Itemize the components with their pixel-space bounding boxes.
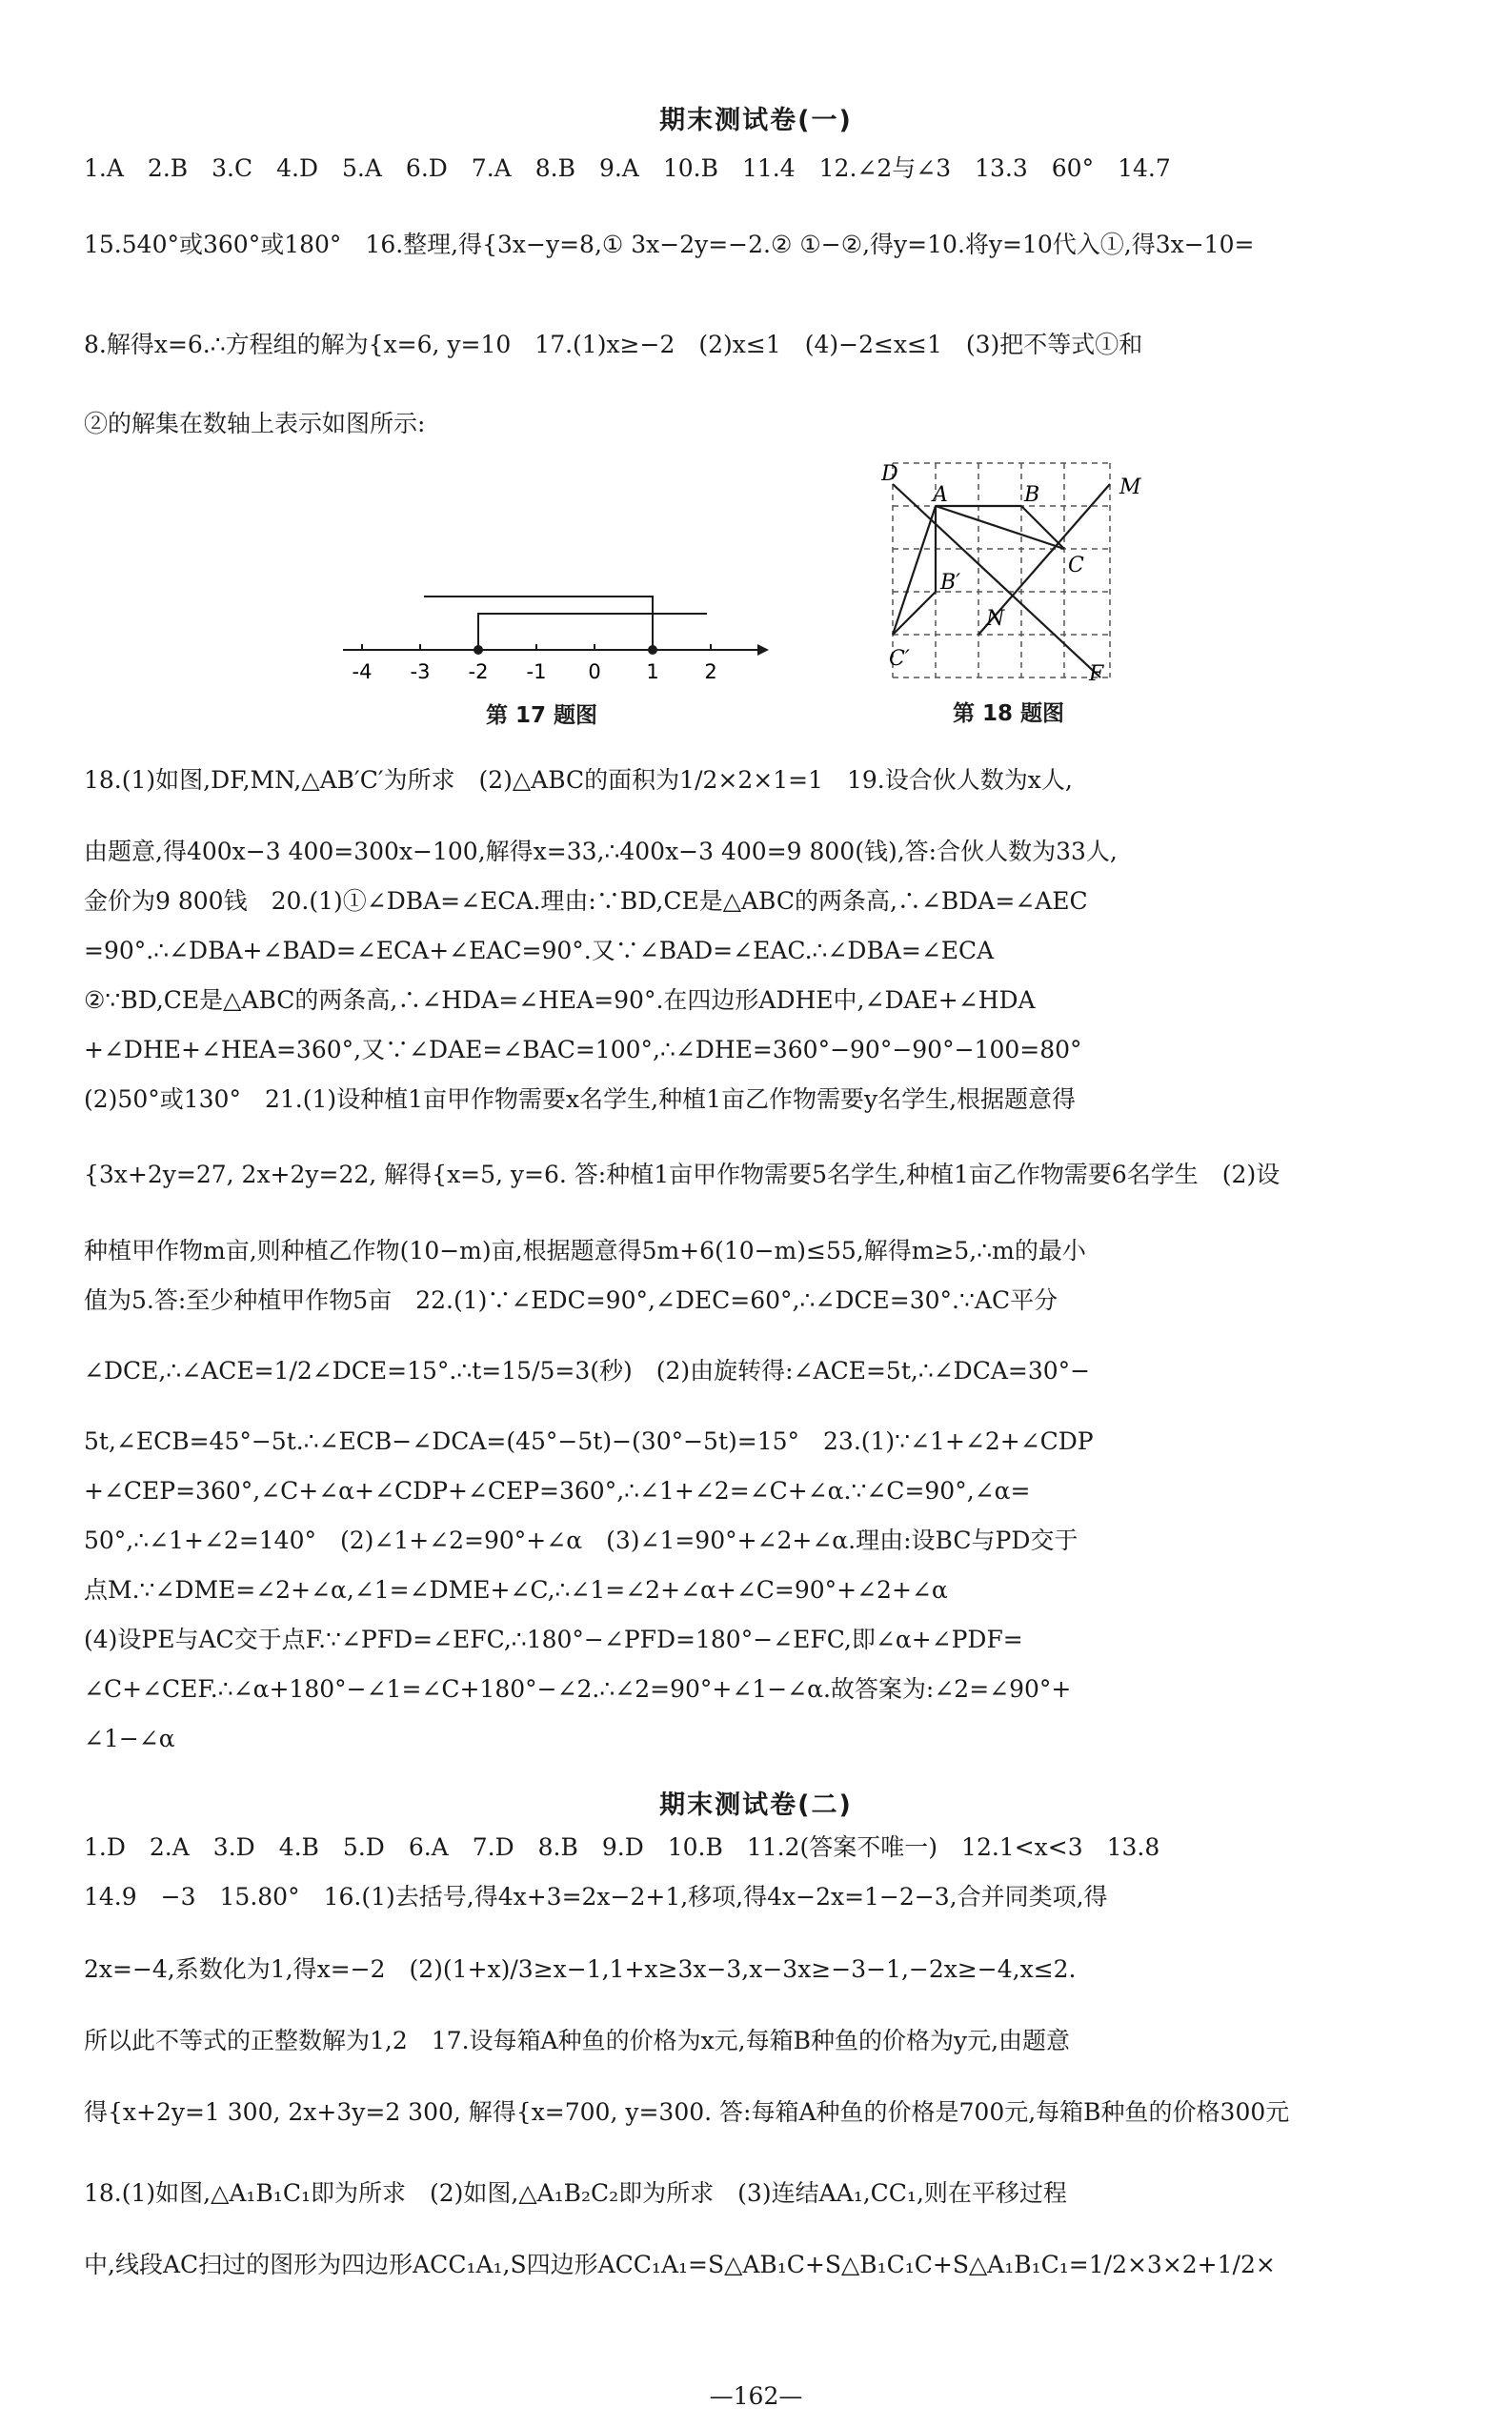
point-label-m: M [1119, 475, 1141, 499]
point-label-c: C [1068, 554, 1084, 577]
answer-line: 值为5.答:至少种植甲作物5亩 22.(1)∵∠EDC=90°,∠DEC=60°,∴∠DCE=30°.∵AC平分 [84, 1286, 1058, 1314]
solution-set-1 [478, 614, 707, 650]
answer-line: 2x=−4,系数化为1,得x=−2 (2)(1+x)/3≥x−1,1+x≥3x−3,x−3x≥−3−1,−2x≥−4,x≤2. [84, 1955, 1077, 1983]
point-label-c-prime: C′ [889, 647, 910, 671]
point-label-a: A [933, 483, 948, 507]
answer-line: 得{x+2y=1 300, 2x+3y=2 300, 解得{x=700, y=300. 答:每箱A种鱼的价格是700元,每箱B种鱼的价格300元 [84, 2098, 1290, 2126]
tick-label: 2 [704, 660, 717, 683]
tick-label: -3 [410, 660, 431, 683]
point-label-b-prime: B′ [940, 571, 961, 595]
answer-line: 所以此不等式的正整数解为1,2 17.设每箱A种鱼的价格为x元,每箱B种鱼的价格为y元,由题意 [84, 2027, 1071, 2054]
tick-label: 1 [646, 660, 659, 683]
solid-dot [648, 645, 657, 655]
answer-line: ∠C+∠CEF.∴∠α+180°−∠1=∠C+180°−∠2.∴∠2=90°+∠1−∠α.故答案为:∠2=∠90°+ [84, 1675, 1072, 1703]
answer-line: 1.D 2.A 3.D 4.B 5.D 6.A 7.D 8.B 9.D 10.B 11.2(答案不唯一) 12.1<x<3 13.8 [84, 1833, 1160, 1861]
grid-geometry-figure [881, 455, 1158, 684]
point-label-n: N [986, 607, 1005, 631]
solution-set-2 [424, 597, 653, 650]
answer-line: 14.9 −3 15.80° 16.(1)去括号,得4x+3=2x−2+1,移项,得4x−2x=1−2−3,合并同类项,得 [84, 1883, 1108, 1911]
answer-line: (4)设PE与AC交于点F.∵∠PFD=∠EFC,∴180°−∠PFD=180°−∠EFC,即∠α+∠PDF= [84, 1626, 1023, 1653]
answer-line: {3x+2y=27, 2x+2y=22, 解得{x=5, y=6. 答:种植1亩甲作物需要5名学生,种植1亩乙作物需要6名学生 (2)设 [84, 1161, 1280, 1188]
point-label-b: B [1024, 483, 1040, 507]
tick-label: -1 [526, 660, 547, 683]
answer-line: 15.540°或360°或180° 16.整理,得{3x−y=8,① 3x−2y=−2.② ①−②,得y=10.将y=10代入①,得3x−10= [84, 231, 1255, 258]
figure-lines [893, 484, 1110, 678]
answer-line: ②∵BD,CE是△ABC的两条高,∴∠HDA=∠HEA=90°.在四边形ADHE中,∠DAE+∠HDA [84, 986, 1036, 1014]
point-label-f: F [1089, 662, 1104, 684]
fig18-caption: 第 18 题图 [953, 701, 1065, 726]
answer-line: 由题意,得400x−3 400=300x−100,解得x=33,∴400x−3 400=9 800(钱),答:合伙人数为33人, [84, 838, 1118, 865]
fig17-caption: 第 17 题图 [486, 703, 598, 728]
answer-line: 18.(1)如图,△A₁B₁C₁即为所求 (2)如图,△A₁B₂C₂即为所求 (3)连结AA₁,CC₁,则在平移过程 [84, 2179, 1067, 2207]
answer-line: 点M.∵∠DME=∠2+∠α,∠1=∠DME+∠C,∴∠1=∠2+∠α+∠C=90°+∠2+∠α [84, 1576, 948, 1604]
answer-line: +∠DHE+∠HEA=360°,又∵∠DAE=∠BAC=100°,∴∠DHE=360°−90°−90°−100=80° [84, 1036, 1082, 1063]
answer-line: (2)50°或130° 21.(1)设种植1亩甲作物需要x名学生,种植1亩乙作物需要y名学生,根据题意得 [84, 1085, 1077, 1113]
answer-line: 5t,∠ECB=45°−5t.∴∠ECB−∠DCA=(45°−5t)−(30°−5t)=15° 23.(1)∵∠1+∠2+∠CDP [84, 1427, 1094, 1455]
tick-label: -4 [352, 660, 373, 683]
tick-label: 0 [588, 660, 601, 683]
answer-line: 中,线段AC扫过的图形为四边形ACC₁A₁,S四边形ACC₁A₁=S△AB₁C+S△B₁C₁C+S△A₁B₁C₁=1/2×3×2+1/2× [84, 2251, 1276, 2278]
answer-line: ∠1−∠α [84, 1725, 175, 1752]
answer-line: 种植甲作物m亩,则种植乙作物(10−m)亩,根据题意得5m+6(10−m)≤55,解得m≥5,∴m的最小 [84, 1237, 1086, 1264]
number-line-figure [338, 572, 776, 705]
answer-line: 8.解得x=6.∴方程组的解为{x=6, y=10 17.(1)x≥−2 (2)x≤1 (4)−2≤x≤1 (3)把不等式①和 [84, 331, 1143, 358]
point-label-d: D [881, 462, 898, 486]
axis-arrow [757, 644, 769, 656]
exam2-title: 期末测试卷(二) [659, 1790, 853, 1820]
answer-line: ②的解集在数轴上表示如图所示: [84, 410, 426, 437]
answer-line: 50°,∴∠1+∠2=140° (2)∠1+∠2=90°+∠α (3)∠1=90°+∠2+∠α.理由:设BC与PD交于 [84, 1527, 1079, 1554]
page-number: —162— [709, 2382, 803, 2410]
answer-line: 18.(1)如图,DF,MN,△AB′C′为所求 (2)△ABC的面积为1/2×2×1=1 19.设合伙人数为x人, [84, 766, 1073, 794]
answer-line: 1.A 2.B 3.C 4.D 5.A 6.D 7.A 8.B 9.A 10.B 11.4 12.∠2与∠3 13.3 60° 14.7 [84, 154, 1171, 182]
tick-label: -2 [468, 660, 489, 683]
solid-dot [474, 645, 483, 655]
answer-line: 金价为9 800钱 20.(1)①∠DBA=∠ECA.理由:∵BD,CE是△ABC的两条高,∴∠BDA=∠AEC [84, 887, 1088, 915]
answer-line: ∠DCE,∴∠ACE=1/2∠DCE=15°.∴t=15/5=3(秒) (2)由旋转得:∠ACE=5t,∴∠DCA=30°− [84, 1357, 1091, 1385]
answer-line: +∠CEP=360°,∠C+∠α+∠CDP+∠CEP=360°,∴∠1+∠2=∠C+∠α.∵∠C=90°,∠α= [84, 1477, 1031, 1505]
exam1-title: 期末测试卷(一) [659, 106, 853, 135]
answer-line: =90°.∴∠DBA+∠BAD=∠ECA+∠EAC=90°.又∵∠BAD=∠EAC.∴∠DBA=∠ECA [84, 937, 995, 964]
